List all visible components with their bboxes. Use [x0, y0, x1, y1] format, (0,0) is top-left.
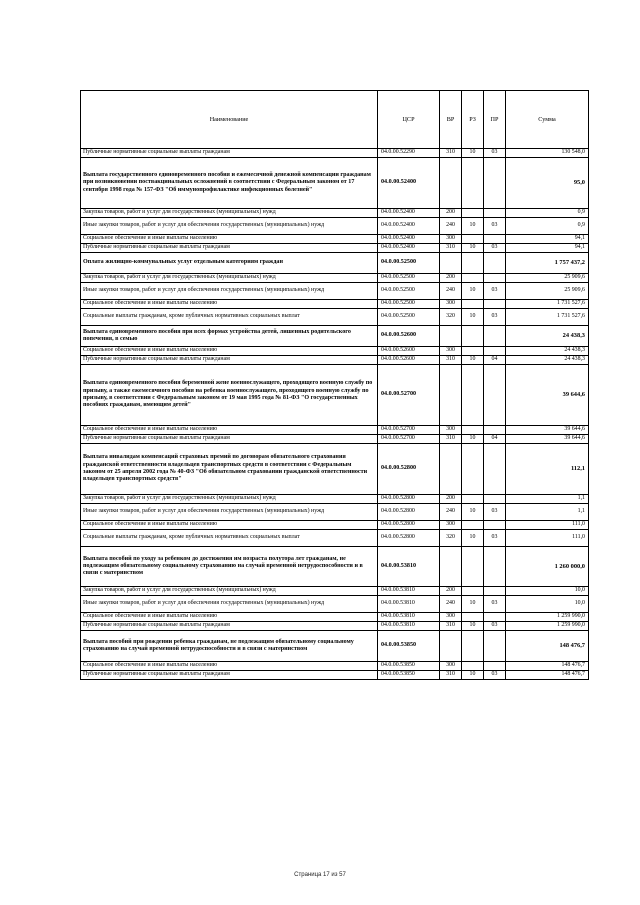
cell-sum: 148 476,7 — [506, 671, 589, 680]
cell-pr — [484, 613, 506, 622]
page-number: Страница 17 из 57 — [294, 872, 346, 878]
cell-pr: 03 — [484, 596, 506, 613]
cell-rz — [462, 326, 484, 347]
cell-pr — [484, 347, 506, 356]
table-row — [81, 235, 589, 244]
cell-name: Иные закупки товаров, работ и услуг для обеспечения государственных (муниципальных) нужд — [81, 218, 378, 235]
cell-pr — [484, 253, 506, 274]
cell-vr: 240 — [440, 596, 462, 613]
cell-vr: 310 — [440, 356, 462, 365]
cell-name: Социальное обеспечение и иные выплаты населению — [81, 521, 378, 530]
table-row — [81, 622, 589, 631]
cell-vr: 240 — [440, 218, 462, 235]
table-section-row — [81, 158, 589, 209]
cell-rz — [462, 444, 484, 495]
cell-vr: 300 — [440, 426, 462, 435]
table-row — [81, 426, 589, 435]
cell-sum: 10,0 — [506, 587, 589, 596]
cell-vr — [440, 253, 462, 274]
cell-pr: 03 — [484, 622, 506, 631]
cell-sum: 1 260 000,0 — [506, 547, 589, 587]
cell-sum: 24 438,3 — [506, 326, 589, 347]
cell-csr: 04.0.00.53850 — [378, 631, 440, 662]
table-row — [81, 504, 589, 521]
table-header-row — [81, 91, 589, 149]
cell-pr — [484, 521, 506, 530]
cell-vr: 300 — [440, 347, 462, 356]
cell-sum: 1 731 527,6 — [506, 300, 589, 309]
cell-pr: 03 — [484, 671, 506, 680]
cell-sum: 0,9 — [506, 209, 589, 218]
cell-csr: 04.0.00.52600 — [378, 347, 440, 356]
cell-csr: 04.0.00.53810 — [378, 547, 440, 587]
cell-name: Выплата инвалидам компенсаций страховых премий по договорам обязательного страхования гражданской ответственности владельцев транспортных средств в соответствии с Федеральным законом от 25 апреля 2002 года № 40-ФЗ "Об обязательном страховании гражданской ответственности владельцев транспортных средств" — [81, 444, 378, 495]
cell-sum: 1 731 527,6 — [506, 309, 589, 326]
cell-rz — [462, 662, 484, 671]
cell-pr — [484, 444, 506, 495]
cell-rz — [462, 365, 484, 426]
cell-rz — [462, 587, 484, 596]
cell-vr — [440, 631, 462, 662]
cell-vr: 310 — [440, 435, 462, 444]
cell-sum: 1 259 990,0 — [506, 613, 589, 622]
table-row — [81, 347, 589, 356]
cell-pr — [484, 209, 506, 218]
cell-rz: 10 — [462, 149, 484, 158]
cell-sum: 111,0 — [506, 530, 589, 547]
table-section-row — [81, 444, 589, 495]
cell-rz — [462, 521, 484, 530]
cell-name: Публичные нормативные социальные выплаты гражданам — [81, 671, 378, 680]
header-pr: ПР — [484, 91, 506, 149]
cell-csr: 04.0.00.52800 — [378, 495, 440, 504]
table-row — [81, 149, 589, 158]
cell-name: Социальное обеспечение и иные выплаты населению — [81, 613, 378, 622]
cell-name: Социальные выплаты гражданам, кроме публичных нормативных социальных выплат — [81, 309, 378, 326]
cell-sum: 130 548,0 — [506, 149, 589, 158]
cell-sum: 1,1 — [506, 504, 589, 521]
cell-vr: 310 — [440, 149, 462, 158]
cell-pr — [484, 158, 506, 209]
budget-table-page — [80, 90, 588, 680]
cell-vr: 300 — [440, 662, 462, 671]
table-section-row — [81, 253, 589, 274]
cell-name: Социальное обеспечение и иные выплаты населению — [81, 662, 378, 671]
cell-vr: 310 — [440, 244, 462, 253]
cell-name: Социальное обеспечение и иные выплаты населению — [81, 300, 378, 309]
cell-name: Публичные нормативные социальные выплаты гражданам — [81, 244, 378, 253]
cell-sum: 25 909,6 — [506, 274, 589, 283]
cell-name: Закупка товаров, работ и услуг для государственных (муниципальных) нужд — [81, 274, 378, 283]
cell-vr: 240 — [440, 283, 462, 300]
header-sum: Сумма — [506, 91, 589, 149]
cell-name: Социальные выплаты гражданам, кроме публичных нормативных социальных выплат — [81, 530, 378, 547]
cell-sum: 94,1 — [506, 235, 589, 244]
cell-rz: 10 — [462, 504, 484, 521]
table-section-row — [81, 547, 589, 587]
cell-name: Иные закупки товаров, работ и услуг для обеспечения государственных (муниципальных) нужд — [81, 504, 378, 521]
cell-csr: 04.0.00.52800 — [378, 504, 440, 521]
cell-sum: 39 644,6 — [506, 435, 589, 444]
table-row — [81, 309, 589, 326]
cell-pr — [484, 495, 506, 504]
table-section-row — [81, 631, 589, 662]
cell-rz — [462, 613, 484, 622]
table-row — [81, 495, 589, 504]
cell-rz: 10 — [462, 244, 484, 253]
cell-vr: 200 — [440, 274, 462, 283]
table-row — [81, 613, 589, 622]
table-row — [81, 521, 589, 530]
cell-rz — [462, 547, 484, 587]
cell-pr — [484, 547, 506, 587]
cell-sum: 95,0 — [506, 158, 589, 209]
header-csr: ЦСР — [378, 91, 440, 149]
cell-rz — [462, 253, 484, 274]
cell-rz: 10 — [462, 283, 484, 300]
cell-name: Иные закупки товаров, работ и услуг для обеспечения государственных (муниципальных) нужд — [81, 596, 378, 613]
table-section-row — [81, 326, 589, 347]
cell-rz: 10 — [462, 309, 484, 326]
cell-csr: 04.0.00.52600 — [378, 356, 440, 365]
cell-vr: 200 — [440, 587, 462, 596]
header-name: Наименование — [81, 91, 378, 149]
cell-csr: 04.0.00.52500 — [378, 309, 440, 326]
cell-pr — [484, 300, 506, 309]
cell-csr: 04.0.00.53810 — [378, 613, 440, 622]
table-row — [81, 218, 589, 235]
table-row — [81, 435, 589, 444]
cell-vr: 300 — [440, 235, 462, 244]
cell-pr: 03 — [484, 530, 506, 547]
cell-vr — [440, 326, 462, 347]
cell-csr: 04.0.00.52800 — [378, 444, 440, 495]
cell-name: Публичные нормативные социальные выплаты гражданам — [81, 622, 378, 631]
cell-name: Выплата пособий по уходу за ребенком до достижения им возраста полутора лет гражданам, не подлежащим обязательному социальному страхованию на случай временной нетрудоспособности и в связи с материнством — [81, 547, 378, 587]
cell-sum: 0,9 — [506, 218, 589, 235]
cell-vr — [440, 444, 462, 495]
cell-csr: 04.0.00.52290 — [378, 149, 440, 158]
cell-rz — [462, 426, 484, 435]
cell-pr: 04 — [484, 435, 506, 444]
cell-rz — [462, 495, 484, 504]
cell-pr — [484, 426, 506, 435]
cell-rz: 10 — [462, 356, 484, 365]
cell-vr: 320 — [440, 530, 462, 547]
cell-sum: 24 438,3 — [506, 347, 589, 356]
header-vr: ВР — [440, 91, 462, 149]
table-body — [81, 149, 589, 680]
cell-pr: 03 — [484, 309, 506, 326]
cell-rz: 10 — [462, 622, 484, 631]
cell-csr: 04.0.00.52400 — [378, 218, 440, 235]
cell-pr: 03 — [484, 244, 506, 253]
cell-rz: 10 — [462, 435, 484, 444]
cell-sum: 94,1 — [506, 244, 589, 253]
budget-table — [80, 90, 589, 680]
table-row — [81, 244, 589, 253]
cell-vr: 200 — [440, 495, 462, 504]
cell-sum: 112,1 — [506, 444, 589, 495]
table-row — [81, 356, 589, 365]
cell-pr — [484, 326, 506, 347]
table-section-row — [81, 365, 589, 426]
cell-sum: 148 476,7 — [506, 662, 589, 671]
cell-rz — [462, 274, 484, 283]
cell-name: Выплата единовременного пособия при всех формах устройства детей, лишенных родительского попечения, в семью — [81, 326, 378, 347]
cell-rz: 10 — [462, 530, 484, 547]
cell-csr: 04.0.00.53850 — [378, 662, 440, 671]
cell-vr — [440, 365, 462, 426]
cell-pr — [484, 235, 506, 244]
cell-name: Выплата пособий при рождении ребенка гражданам, не подлежащим обязательному социальному страхованию на случай временной нетрудоспособности и в связи с материнством — [81, 631, 378, 662]
cell-pr — [484, 631, 506, 662]
table-row — [81, 283, 589, 300]
cell-sum: 24 438,3 — [506, 356, 589, 365]
cell-name: Закупка товаров, работ и услуг для государственных (муниципальных) нужд — [81, 587, 378, 596]
cell-rz — [462, 347, 484, 356]
table-row — [81, 300, 589, 309]
cell-csr: 04.0.00.52500 — [378, 300, 440, 309]
cell-name: Закупка товаров, работ и услуг для государственных (муниципальных) нужд — [81, 209, 378, 218]
cell-rz — [462, 300, 484, 309]
table-row — [81, 596, 589, 613]
cell-csr: 04.0.00.52600 — [378, 326, 440, 347]
cell-csr: 04.0.00.52400 — [378, 158, 440, 209]
cell-pr: 03 — [484, 283, 506, 300]
table-row — [81, 530, 589, 547]
cell-rz — [462, 235, 484, 244]
cell-sum: 39 644,6 — [506, 365, 589, 426]
cell-name: Иные закупки товаров, работ и услуг для обеспечения государственных (муниципальных) нужд — [81, 283, 378, 300]
cell-rz — [462, 158, 484, 209]
cell-sum: 111,0 — [506, 521, 589, 530]
cell-vr: 300 — [440, 521, 462, 530]
cell-sum: 39 644,6 — [506, 426, 589, 435]
cell-csr: 04.0.00.52400 — [378, 235, 440, 244]
cell-name: Публичные нормативные социальные выплаты гражданам — [81, 435, 378, 444]
cell-pr — [484, 274, 506, 283]
table-row — [81, 662, 589, 671]
cell-csr: 04.0.00.52700 — [378, 365, 440, 426]
cell-name: Социальное обеспечение и иные выплаты населению — [81, 426, 378, 435]
cell-csr: 04.0.00.52700 — [378, 435, 440, 444]
cell-vr: 300 — [440, 613, 462, 622]
table-row — [81, 274, 589, 283]
cell-name: Выплата государственного единовременного пособия и ежемесячной денежной компенсации гражданам при возникновении поствакцинальных осложнений в соответствии с Федеральным законом от 17 сентября 1998 года № 157-ФЗ "Об иммунопрофилактике инфекционных болезней" — [81, 158, 378, 209]
table-row — [81, 671, 589, 680]
cell-csr: 04.0.00.52400 — [378, 209, 440, 218]
cell-vr: 320 — [440, 309, 462, 326]
cell-pr: 04 — [484, 356, 506, 365]
cell-vr: 200 — [440, 209, 462, 218]
cell-sum: 1,1 — [506, 495, 589, 504]
cell-sum: 148 476,7 — [506, 631, 589, 662]
cell-sum: 1 259 990,0 — [506, 622, 589, 631]
cell-vr: 240 — [440, 504, 462, 521]
cell-name: Закупка товаров, работ и услуг для государственных (муниципальных) нужд — [81, 495, 378, 504]
cell-rz: 10 — [462, 671, 484, 680]
cell-csr: 04.0.00.52400 — [378, 244, 440, 253]
cell-name: Социальное обеспечение и иные выплаты населению — [81, 235, 378, 244]
cell-csr: 04.0.00.53810 — [378, 622, 440, 631]
cell-pr — [484, 587, 506, 596]
cell-csr: 04.0.00.53810 — [378, 587, 440, 596]
cell-csr: 04.0.00.52500 — [378, 274, 440, 283]
cell-vr: 310 — [440, 671, 462, 680]
cell-rz: 10 — [462, 218, 484, 235]
cell-name: Социальное обеспечение и иные выплаты населению — [81, 347, 378, 356]
cell-name: Публичные нормативные социальные выплаты гражданам — [81, 149, 378, 158]
cell-csr: 04.0.00.52500 — [378, 253, 440, 274]
cell-sum: 10,0 — [506, 596, 589, 613]
cell-pr — [484, 662, 506, 671]
cell-pr — [484, 365, 506, 426]
cell-csr: 04.0.00.52500 — [378, 283, 440, 300]
cell-pr: 03 — [484, 504, 506, 521]
cell-csr: 04.0.00.53810 — [378, 596, 440, 613]
table-row — [81, 209, 589, 218]
cell-vr: 300 — [440, 300, 462, 309]
cell-vr — [440, 547, 462, 587]
cell-csr: 04.0.00.52800 — [378, 521, 440, 530]
cell-rz: 10 — [462, 596, 484, 613]
cell-pr: 03 — [484, 149, 506, 158]
cell-vr: 310 — [440, 622, 462, 631]
cell-name: Выплата единовременного пособия беременной жене военнослужащего, проходящего военную службу по призыву, а также ежемесячного пособия на ребенка военнослужащего, проходящего военную службу по призыву, в соответствии с Федеральным законом от 19 мая 1995 года № 81-ФЗ "О государственных пособиях гражданам, имеющим детей" — [81, 365, 378, 426]
cell-sum: 1 757 437,2 — [506, 253, 589, 274]
cell-vr — [440, 158, 462, 209]
cell-csr: 04.0.00.52700 — [378, 426, 440, 435]
cell-pr: 03 — [484, 218, 506, 235]
cell-csr: 04.0.00.52800 — [378, 530, 440, 547]
cell-rz — [462, 631, 484, 662]
cell-name: Публичные нормативные социальные выплаты гражданам — [81, 356, 378, 365]
cell-csr: 04.0.00.53850 — [378, 671, 440, 680]
table-row — [81, 587, 589, 596]
cell-rz — [462, 209, 484, 218]
header-rz: РЗ — [462, 91, 484, 149]
cell-sum: 25 909,6 — [506, 283, 589, 300]
cell-name: Оплата жилищно-коммунальных услуг отдельным категориям граждан — [81, 253, 378, 274]
